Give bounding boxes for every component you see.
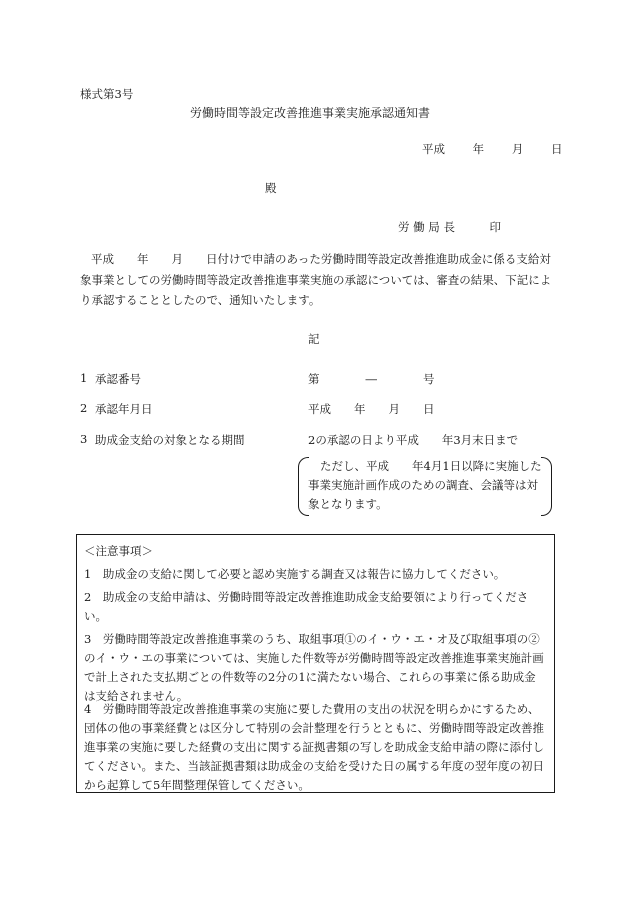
issue-date xyxy=(422,141,562,157)
item-number: 1 xyxy=(80,371,88,385)
item-number: 3 xyxy=(80,432,88,446)
caution-item: 3 労働時間等設定改善推進事業のうち、取組事項①のイ・ウ・エ・オ及び取組事項の②のイ・ウ・エの事業については、実施した件数等が労働時間等設定改善推進事業実施計画で計上された支払期ごとの件数等の2分の1に満たない場合、これらの事業に係る助成金は支給されません。 xyxy=(84,632,544,703)
date-era: 平成 xyxy=(422,142,445,156)
date-month: 月 xyxy=(511,142,524,156)
document-title: 労働時間等設定改善推進事業実施承認通知書 xyxy=(190,106,431,120)
item-number: 2 xyxy=(80,401,88,415)
caution-heading: ＜注意事項＞ xyxy=(84,544,153,558)
form-number: 様式第3号 xyxy=(80,87,134,101)
period-label: 助成金支給の対象となる期間 xyxy=(95,433,245,447)
caution-item: 4 労働時間等設定改善推進事業の実施に要した費用の支出の状況を明らかにするため、団体の他の事業経費とは区分して特別の会計整理を行うとともに、労働時間等設定改善推進事業の実施に要した経費の支出に関する証拠書類の写しを助成金支給申請の際に添付してください。また、当該証拠書類は助成金の支給を受けた日の属する年度の翌年度の初日から起算して5年間整理保管してください。 xyxy=(84,702,544,792)
ki-heading: 記 xyxy=(308,332,320,346)
period-value: 2の承認の日より平成 年3月末日まで xyxy=(308,433,519,447)
approval-number-value: 第 ― 号 xyxy=(308,372,435,386)
caution-item: 2 助成金の支給申請は、労働時間等設定改善推進助成金支給要領により行ってください。 xyxy=(84,590,529,623)
caution-box xyxy=(76,534,555,793)
period-note-text: ただし、平成 年4月1日以降に実施した事業実施計画作成のための調査、会議等は対象となります。 xyxy=(308,459,542,511)
addressee: 殿 xyxy=(265,181,277,195)
period-note xyxy=(298,457,552,514)
approval-number-label: 承認番号 xyxy=(95,372,141,386)
date-year: 年 xyxy=(472,142,485,156)
notice-body: 平成 年 月 日付けで申請のあった労働時間等設定改善推進助成金に係る支給対象事業としての労働時間等設定改善推進事業実施の承認については、審査の結果、下記により承認することとしたので、通知いたします。 xyxy=(80,252,552,307)
issuer-signature: 労 働 局 長 印 xyxy=(398,220,501,234)
right-bracket xyxy=(541,457,552,516)
date-day: 日 xyxy=(550,142,563,156)
approval-date-value: 平成 年 月 日 xyxy=(308,402,435,416)
approval-date-label: 承認年月日 xyxy=(95,402,153,416)
caution-item: 1 助成金の支給に関して必要と認め実施する調査又は報告に協力してください。 xyxy=(84,567,506,581)
